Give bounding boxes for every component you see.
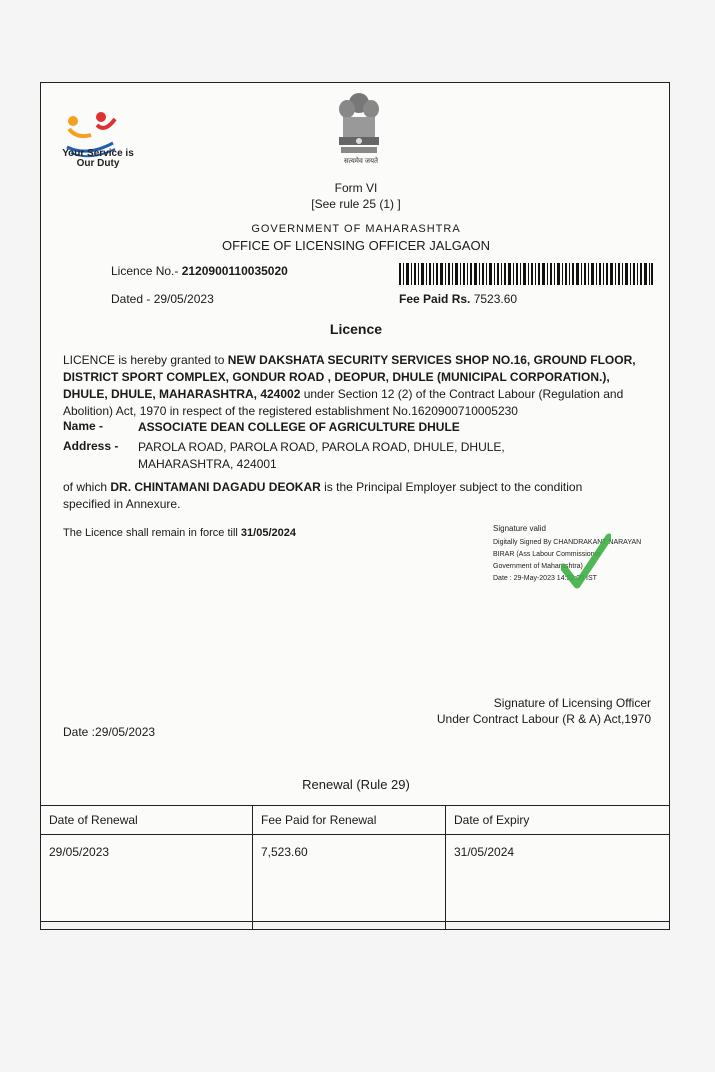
dated-label: Dated - bbox=[111, 292, 154, 306]
issue-date: Date :29/05/2023 bbox=[63, 725, 156, 739]
officer-line-1: Signature of Licensing Officer bbox=[493, 696, 651, 710]
licence-document bbox=[40, 82, 670, 922]
valid-checkmark-icon bbox=[561, 533, 611, 591]
renewal-header-expiry: Date of Expiry bbox=[446, 806, 670, 835]
emblem-motto: सत्यमेव जयते bbox=[343, 158, 379, 165]
employer-prefix: of which bbox=[63, 480, 111, 494]
fee-paid-value: 7523.60 bbox=[473, 292, 518, 306]
renewal-date-cell: 29/05/2023 bbox=[41, 835, 253, 930]
name-label: Name - bbox=[63, 419, 104, 433]
national-emblem-icon bbox=[329, 89, 389, 159]
licence-title: Licence bbox=[329, 321, 383, 337]
signature-line-1: Digitally Signed By CHANDRAKANT NARAYAN bbox=[493, 539, 642, 546]
address-line-2: MAHARASHTRA, 424001 bbox=[138, 457, 277, 471]
barcode-icon bbox=[399, 263, 653, 285]
office-heading: OFFICE OF LICENSING OFFICER JALGAON bbox=[222, 238, 490, 253]
signature-line-4: Date : 29-May-2023 14:52:05 IST bbox=[493, 575, 597, 582]
officer-line-2: Under Contract Labour (R & A) Act,1970 bbox=[436, 712, 651, 726]
form-number: Form VI bbox=[334, 181, 378, 195]
body-intro: LICENCE is hereby granted to bbox=[63, 353, 228, 367]
renewal-header-date: Date of Renewal bbox=[41, 806, 253, 835]
logo-tagline: Your Service is Our Duty bbox=[62, 148, 134, 169]
renewal-expiry-cell: 31/05/2024 bbox=[446, 835, 670, 930]
address-label: Address - bbox=[63, 439, 119, 453]
address-line-1: PAROLA ROAD, PAROLA ROAD, PAROLA ROAD, DHULE, DHULE, bbox=[138, 440, 505, 454]
table-row bbox=[41, 835, 670, 930]
licence-number bbox=[111, 264, 288, 278]
renewal-header-fee: Fee Paid for Renewal bbox=[253, 806, 446, 835]
employer-name: DR. CHINTAMANI DAGADU DEOKAR bbox=[110, 480, 321, 494]
signature-line-2: BIRAR (Ass Labour Commissioner bbox=[493, 551, 601, 558]
licence-validity bbox=[63, 527, 296, 539]
licence-number-label: Licence No.- bbox=[111, 264, 182, 278]
renewal-header-row bbox=[41, 806, 670, 835]
licence-body bbox=[63, 352, 649, 420]
dated bbox=[111, 292, 214, 306]
force-text: The Licence shall remain in force till bbox=[63, 527, 241, 539]
government-heading: GOVERNMENT OF MAHARASHTRA bbox=[251, 223, 461, 235]
body-clause: under Section 12 (2) of the Contract Labour (Regulation and Abolition) Act, 1970 in respect of the registered establishment No.1620900710005230 bbox=[63, 387, 624, 418]
name-value: ASSOCIATE DEAN COLLEGE OF AGRICULTURE DHULE bbox=[138, 420, 460, 434]
renewal-title: Renewal (Rule 29) bbox=[302, 777, 410, 792]
signature-valid: Signature valid bbox=[493, 524, 546, 533]
grantee-name: NEW DAKSHATA SECURITY SERVICES SHOP NO.16, GROUND FLOOR, DISTRICT SPORT COMPLEX, GONDUR ROAD , DEOPUR, DHULE (MUNICIPAL CORPORATION.), DHULE, DHULE, MAHARASHTRA, 424002 bbox=[63, 353, 636, 401]
renewal-table bbox=[40, 805, 670, 930]
principal-employer bbox=[63, 479, 603, 513]
licensing-officer-signature bbox=[425, 695, 651, 727]
renewal-fee-cell: 7,523.60 bbox=[253, 835, 446, 930]
employer-suffix: is the Principal Employer subject to the condition specified in Annexure. bbox=[63, 480, 583, 511]
dated-value: 29/05/2023 bbox=[153, 292, 214, 306]
form-rule: [See rule 25 (1) ] bbox=[311, 197, 401, 211]
signature-line-3: Government of Maharashtra) bbox=[493, 563, 583, 570]
fee-paid bbox=[399, 292, 517, 306]
force-date: 31/05/2024 bbox=[240, 527, 296, 539]
licence-number-value: 2120900110035020 bbox=[181, 264, 288, 278]
address-value bbox=[138, 439, 505, 473]
fee-paid-label: Fee Paid Rs. bbox=[399, 292, 474, 306]
